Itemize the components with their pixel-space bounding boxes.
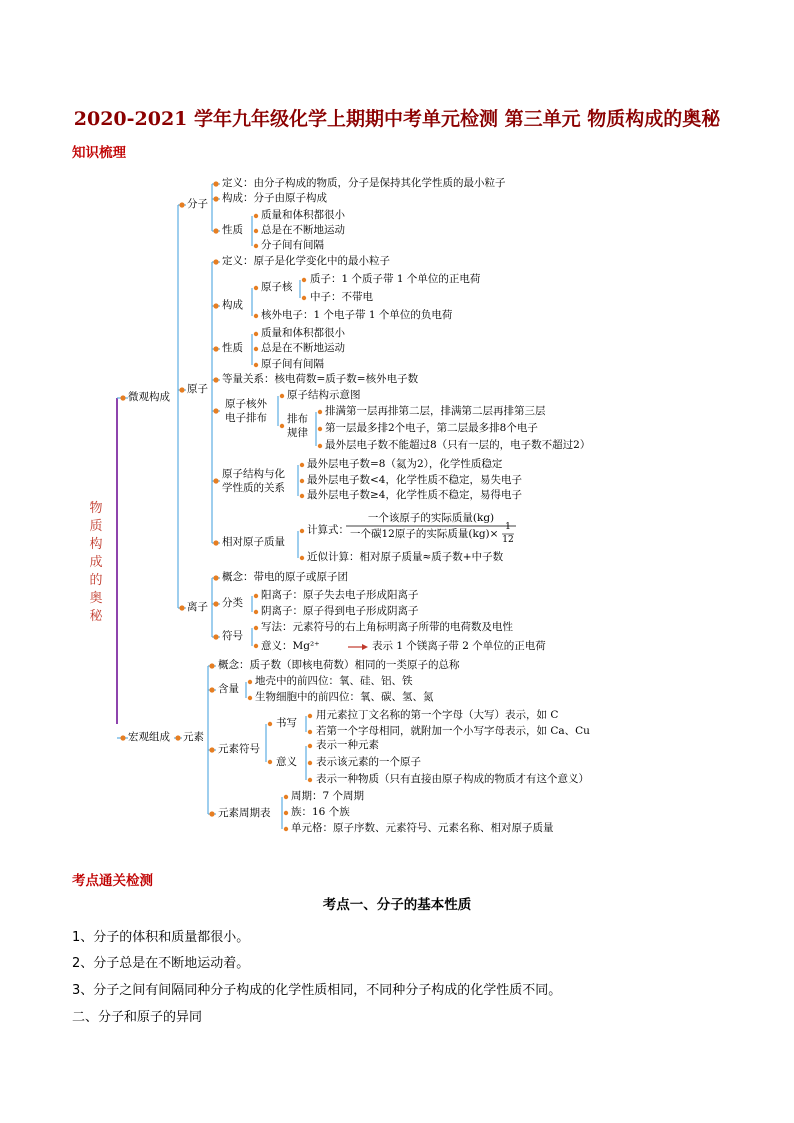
electron-text: 核外电子：1 个电子带 1 个单位的负电荷 [261,309,453,321]
equal-relation: 等量关系：核电荷数=质子数=核外电子数 [222,373,419,385]
el-concept: 概念：质子数（即核电荷数）相同的一类原子的总称 [218,659,460,671]
rule-item: 最外层电子数不能超过8（只有一层的，电子数不超过2） [325,439,591,451]
node-ion-class: 分类 [222,597,243,609]
ion-meaning-1: 意义：Mg²⁺ [261,640,320,652]
mol-def: 定义：由分子构成的物质，分子是保持其化学性质的最小粒子 [222,177,506,189]
node-mol-prop: 性质 [222,224,243,236]
node-atom: 原子 [187,383,208,395]
atom-prop-item: 原子间有间隔 [261,358,324,370]
ion-write: 写法：元素符号的右上角标明离子所带的电荷数及电性 [261,621,513,633]
content-item: 地壳中的前四位：氧、硅、铝、铁 [255,675,413,687]
config-diagram: 原子结构示意图 [287,389,361,401]
relation-item: 最外层电子数≥4，化学性质不稳定，易得电子 [307,489,522,501]
meaning-item: 表示一种元素 [316,739,379,751]
node-ram: 相对原子质量 [222,536,285,548]
atom-prop-item: 质量和体积都很小 [261,327,345,339]
node-micro: 微观构成 [128,391,170,403]
group-item: 族：16 个族 [291,806,350,818]
body-line-4: 二、分子和原子的异同 [72,1010,203,1025]
rule-item: 第一层最多排2个电子，第二层最多排8个电子 [325,422,538,434]
node-meaning: 意义 [276,756,297,768]
node-relation: 原子结构与化 学性质的关系 [222,468,285,494]
page-title: 2020-2021 学年九年级化学上期期中考单元检测 第三单元 物质构成的奥秘 [73,108,721,130]
mol-prop-item: 分子间有间隔 [261,239,324,251]
frac-numerator: 1 [505,522,511,532]
proton-text: 质子：1 个质子带 1 个单位的正电荷 [310,273,481,285]
approx-calc: 近似计算：相对原子质量≈质子数+中子数 [307,551,504,563]
node-element: 元素 [183,731,204,743]
relation-item: 最外层电子数<4，化学性质不稳定，易失电子 [307,474,522,486]
node-ptable: 元素周期表 [218,807,271,819]
node-atom-prop: 性质 [222,342,243,354]
ion-meaning-2: 表示 1 个镁离子带 2 个单位的正电荷 [372,640,546,652]
node-rule: 排布 规律 [287,413,308,439]
calc-numerator: 一个该原子的实际质量(kg) [367,512,495,524]
node-content: 含量 [218,683,239,695]
node-atom-comp: 构成 [222,299,243,311]
point-title: 考点一、分子的基本性质 [322,897,472,913]
period-item: 周期：7 个周期 [291,790,365,802]
section-heading-knowledge: 知识梳理 [72,145,126,161]
body-line-2: 2、分子总是在不断地运动着。 [72,956,250,971]
mol-comp: 构成：分子由原子构成 [222,192,327,204]
calc-denominator: 一个碳12原子的实际质量(kg)× [350,528,499,540]
node-ion: 离子 [187,601,208,613]
ion-concept: 概念：带电的原子或原子团 [222,571,348,583]
frac-denominator: 12 [502,535,514,545]
atom-def: 定义：原子是化学变化中的最小粒子 [222,255,390,267]
cell-item: 单元格：原子序数、元素符号、元素名称、相对原子质量 [291,822,554,834]
node-molecule: 分子 [187,198,208,210]
atom-prop-item: 总是在不断地运动 [261,342,345,354]
write-item: 若第一个字母相同，就附加一个小写字母表示，如 Ca、Cu [316,725,590,737]
neutron-text: 中子：不带电 [310,291,373,303]
write-item: 用元素拉丁文名称的第一个字母（大写）表示，如 C [316,709,559,721]
mol-prop-item: 质量和体积都很小 [261,209,345,221]
node-nucleus: 原子核 [261,281,293,293]
content-item: 生物细胞中的前四位：氧、碳、氢、氮 [255,691,434,703]
node-config: 原子核外 电子排布 [225,398,267,424]
anion-text: 阴离子：原子得到电子形成阴离子 [261,605,419,617]
mol-prop-item: 总是在不断地运动 [261,224,345,236]
node-el-symbol: 元素符号 [218,743,260,755]
rule-item: 排满第一层再排第二层，排满第二层再排第三层 [325,405,546,417]
cation-text: 阳离子：原子失去电子形成阳离子 [261,589,419,601]
body-line-3: 3、分子之间有间隔同种分子构成的化学性质相同，不同种分子构成的化学性质不同。 [72,983,562,998]
node-write: 书写 [276,717,297,729]
body-line-1: 1、分子的体积和质量都很小。 [72,930,250,945]
root-label: 物 质 构 成 的 奥 秘 [89,501,103,624]
meaning-item: 表示一种物质（只有直接由原子构成的物质才有这个意义） [316,773,589,785]
node-ion-symbol: 符号 [222,630,243,642]
node-macro: 宏观组成 [128,731,170,743]
meaning-item: 表示该元素的一个原子 [316,756,421,768]
relation-item: 最外层电子数=8（氦为2），化学性质稳定 [307,458,503,470]
calc-label: 计算式： [307,524,349,536]
section-heading-test: 考点通关检测 [72,873,153,889]
